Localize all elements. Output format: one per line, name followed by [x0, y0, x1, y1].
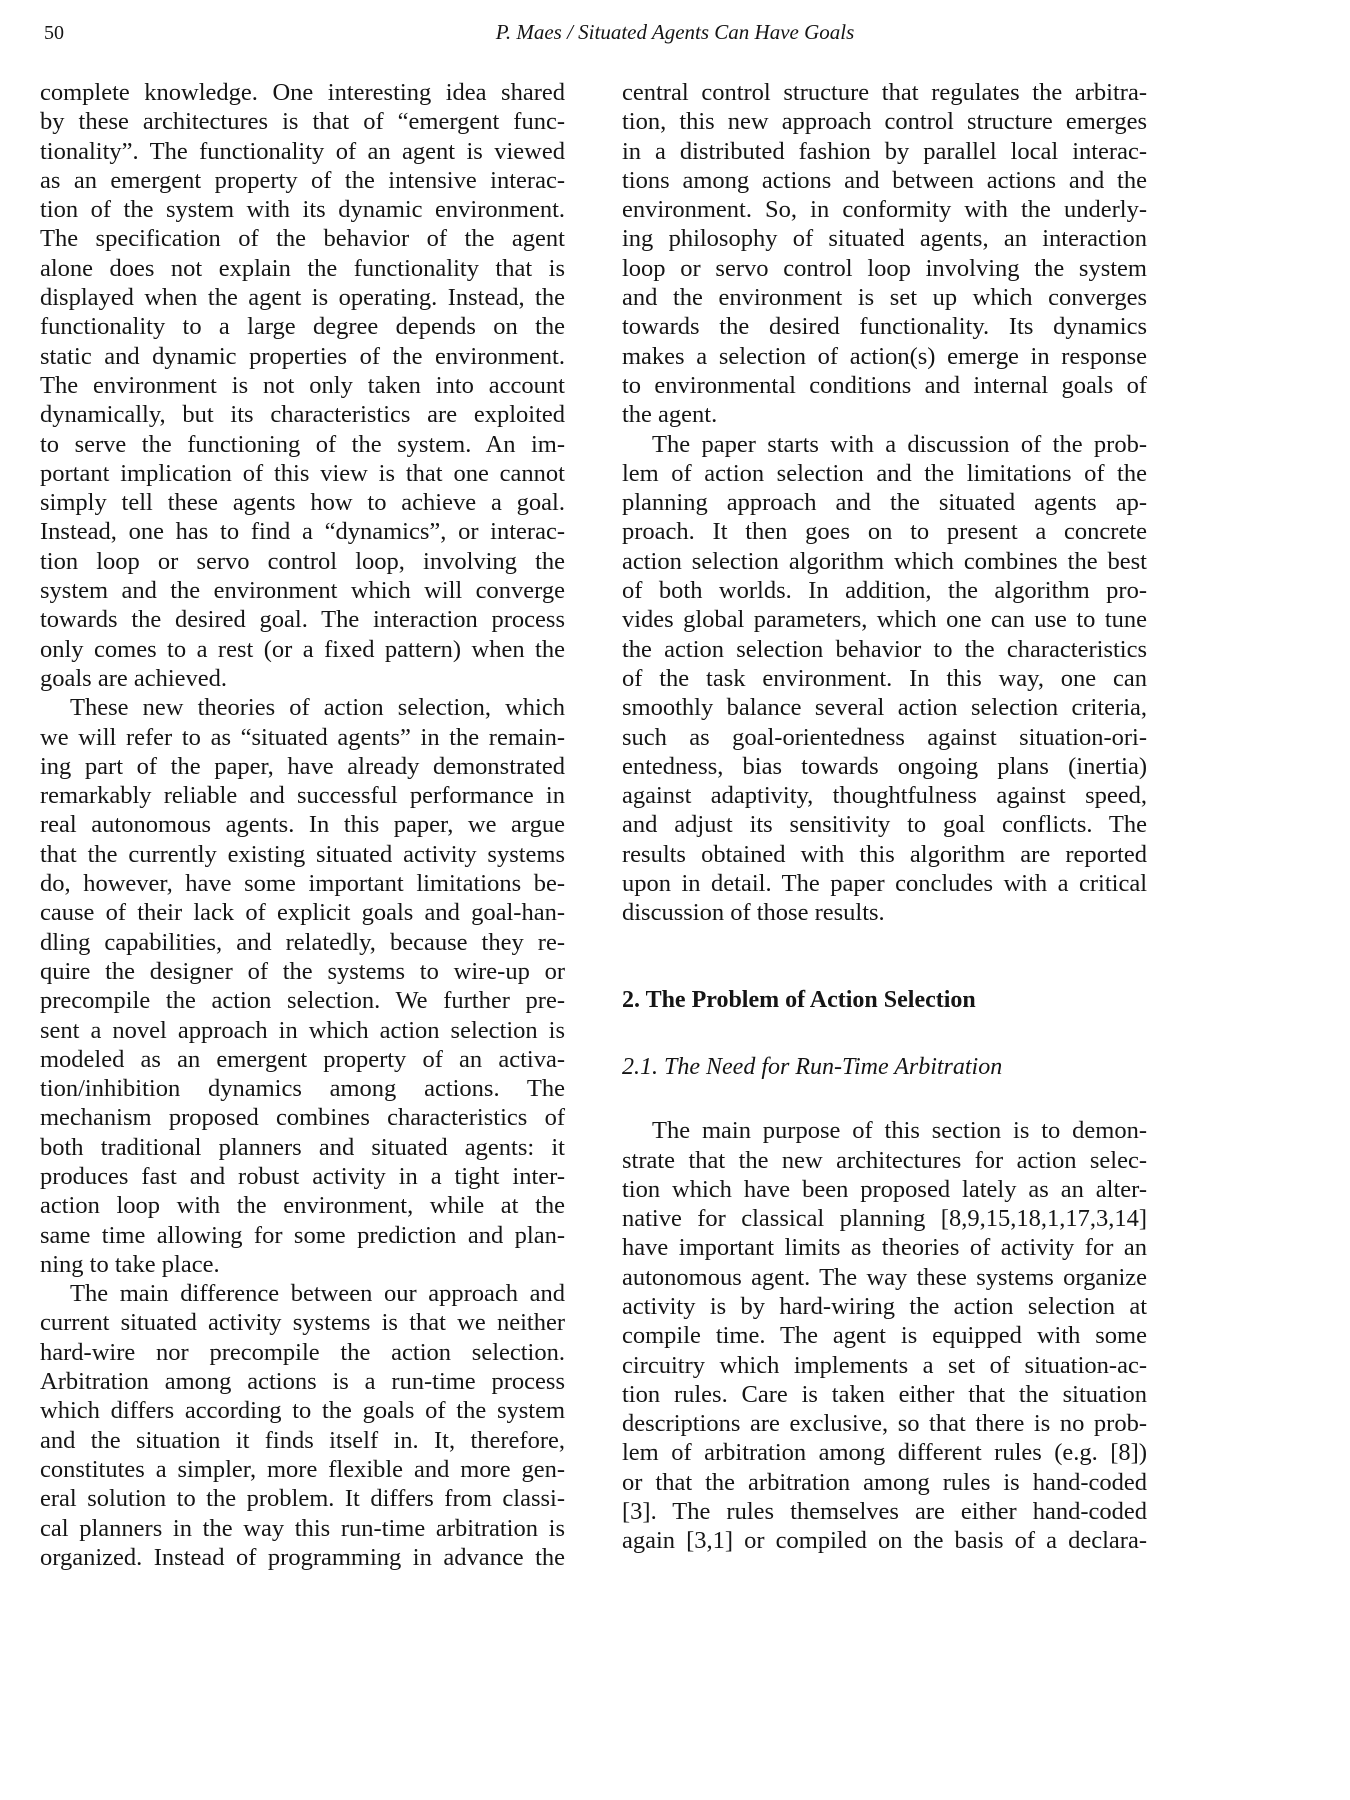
- text-line: eral solution to the problem. It differs from classi-: [40, 1485, 565, 1513]
- text-line: to environmental conditions and internal goals of: [622, 371, 1147, 399]
- text-line: tion/inhibition dynamics among actions. The: [40, 1075, 565, 1103]
- text-line: do, however, have some important limitations be-: [40, 870, 565, 898]
- subsection-heading: 2.1. The Need for Run-Time Arbitration: [622, 1053, 1003, 1080]
- text-line: displayed when the agent is operating. Instead, the: [40, 284, 565, 312]
- text-line: These new theories of action selection, which: [70, 694, 565, 722]
- text-line: Instead, one has to find a “dynamics”, or interac-: [40, 518, 565, 546]
- text-line: action selection algorithm which combines the best: [622, 547, 1147, 575]
- text-line: sent a novel approach in which action selection is: [40, 1016, 565, 1044]
- text-line: precompile the action selection. We further pre-: [40, 987, 565, 1015]
- text-line: makes a selection of action(s) emerge in response: [622, 342, 1147, 370]
- paragraph-spacer: [622, 1082, 1147, 1116]
- text-line: static and dynamic properties of the environment.: [40, 342, 565, 370]
- text-line: activity is by hard-wiring the action selection at: [622, 1292, 1147, 1320]
- text-line: against adaptivity, thoughtfulness against speed,: [622, 782, 1147, 810]
- subsection-spacer: [622, 1015, 1147, 1053]
- text-line: The main purpose of this section is to demon-: [652, 1117, 1147, 1145]
- text-line: vides global parameters, which one can use to tune: [622, 606, 1147, 634]
- text-line: of both worlds. In addition, the algorithm pro-: [622, 577, 1147, 605]
- text-line: cal planners in the way this run-time arbitration is: [40, 1514, 565, 1542]
- text-line: towards the desired functionality. Its dynamics: [622, 313, 1147, 341]
- running-title: P. Maes / Situated Agents Can Have Goals: [495, 20, 855, 44]
- text-line: and the environment is set up which converges: [622, 284, 1147, 312]
- text-line: dynamically, but its characteristics are exploited: [40, 401, 565, 429]
- text-line: tion rules. Care is taken either that the situation: [622, 1380, 1147, 1408]
- text-line: [3]. The rules themselves are either hand-coded: [622, 1498, 1147, 1526]
- text-line: again [3,1] or compiled on the basis of a declara-: [622, 1527, 1147, 1555]
- text-line: Arbitration among actions is a run-time process: [40, 1368, 565, 1396]
- text-line: both traditional planners and situated agents: it: [40, 1133, 565, 1161]
- text-line: action loop with the environment, while at the: [40, 1192, 565, 1220]
- paragraph: [40, 1279, 565, 1572]
- text-line: goals are achieved.: [40, 664, 228, 692]
- text-line: organized. Instead of programming in advance the: [40, 1543, 565, 1571]
- text-line: The paper starts with a discussion of the prob-: [652, 430, 1147, 458]
- text-line: circuitry which implements a set of situation-ac-: [622, 1351, 1147, 1379]
- text-line: autonomous agent. The way these systems organize: [622, 1263, 1147, 1291]
- text-line: The specification of the behavior of the agent: [40, 225, 565, 253]
- text-line: current situated activity systems is that we neither: [40, 1309, 565, 1337]
- text-line: only comes to a rest (or a fixed pattern) when the: [40, 635, 565, 663]
- text-line: system and the environment which will converge: [40, 577, 565, 605]
- running-header: [0, 18, 1350, 48]
- text-line: of the task environment. In this way, one can: [622, 664, 1147, 692]
- text-line: towards the desired goal. The interaction process: [40, 606, 565, 634]
- text-line: complete knowledge. One interesting idea shared: [40, 79, 565, 106]
- text-line: ning to take place.: [40, 1250, 220, 1278]
- text-line: The environment is not only taken into account: [40, 371, 565, 399]
- text-line: environment. So, in conformity with the underly-: [622, 196, 1147, 224]
- text-line: the action selection behavior to the characteristics: [622, 635, 1147, 663]
- text-line: proach. It then goes on to present a concrete: [622, 518, 1147, 546]
- text-line: as an emergent property of the intensive interac-: [40, 166, 565, 194]
- right-column: [622, 78, 1147, 1556]
- text-line: cause of their lack of explicit goals and goal-han-: [40, 899, 565, 927]
- text-line: and the situation it finds itself in. It, therefore,: [40, 1426, 565, 1454]
- left-column: [40, 78, 565, 1572]
- text-line: constitutes a simpler, more flexible and more gen-: [40, 1455, 565, 1483]
- text-line: smoothly balance several action selection criteria,: [622, 694, 1147, 722]
- text-line: loop or servo control loop involving the system: [622, 254, 1147, 282]
- page-number: 50: [44, 22, 64, 44]
- text-line: functionality to a large degree depends on the: [40, 313, 565, 341]
- text-line: tions among actions and between actions and the: [622, 166, 1147, 194]
- text-line: tion which have been proposed lately as an alter-: [622, 1175, 1147, 1203]
- text-line: the agent.: [622, 401, 718, 429]
- text-line: dling capabilities, and relatedly, because they re-: [40, 928, 565, 956]
- text-line: alone does not explain the functionality that is: [40, 254, 565, 282]
- text-line: lem of action selection and the limitations of the: [622, 459, 1147, 487]
- text-line: discussion of those results.: [622, 899, 885, 927]
- text-line: hard-wire nor precompile the action selection.: [40, 1338, 565, 1366]
- text-line: remarkably reliable and successful performance in: [40, 782, 565, 810]
- text-line: or that the arbitration among rules is hand-coded: [622, 1468, 1147, 1496]
- section-body: [622, 1116, 1147, 1555]
- text-line: lem of arbitration among different rules (e.g. [8]): [622, 1439, 1147, 1467]
- text-line: descriptions are exclusive, so that there is no prob-: [622, 1410, 1147, 1438]
- text-line: real autonomous agents. In this paper, we argue: [40, 811, 565, 839]
- paragraph: [622, 1116, 1147, 1555]
- section-heading: 2. The Problem of Action Selection: [622, 986, 976, 1013]
- paragraph: [40, 693, 565, 1279]
- text-line: that the currently existing situated activity systems: [40, 840, 565, 868]
- text-line: produces fast and robust activity in a tight inter-: [40, 1162, 565, 1190]
- paragraph: [40, 78, 565, 693]
- text-line: strate that the new architectures for action selec-: [622, 1146, 1147, 1174]
- text-line: ing part of the paper, have already demonstrated: [40, 752, 565, 780]
- text-line: central control structure that regulates the arbitra-: [622, 79, 1147, 106]
- text-line: have important limits as theories of activity for an: [622, 1234, 1147, 1262]
- text-line: tion loop or servo control loop, involving the: [40, 547, 565, 575]
- text-line: to serve the functioning of the system. An im-: [40, 430, 565, 458]
- text-line: and adjust its sensitivity to goal conflicts. The: [622, 811, 1147, 839]
- section-spacer: [622, 928, 1147, 986]
- text-line: ing philosophy of situated agents, an interaction: [622, 225, 1147, 253]
- text-line: portant implication of this view is that one cannot: [40, 459, 565, 487]
- text-line: native for classical planning [8,9,15,18,1,17,3,14]: [622, 1205, 1147, 1233]
- text-line: which differs according to the goals of the system: [40, 1397, 565, 1425]
- text-line: simply tell these agents how to achieve a goal.: [40, 489, 565, 517]
- text-line: same time allowing for some prediction and plan-: [40, 1221, 565, 1249]
- text-line: upon in detail. The paper concludes with a critical: [622, 870, 1147, 898]
- text-line: planning approach and the situated agents ap-: [622, 489, 1147, 517]
- text-line: tion, this new approach control structure emerges: [622, 108, 1147, 136]
- text-line: entedness, bias towards ongoing plans (inertia): [622, 752, 1147, 780]
- text-line: mechanism proposed combines characteristics of: [40, 1104, 565, 1132]
- text-line: results obtained with this algorithm are reported: [622, 840, 1147, 868]
- text-line: compile time. The agent is equipped with some: [622, 1322, 1147, 1350]
- text-line: quire the designer of the systems to wire-up or: [40, 957, 565, 985]
- text-line: in a distributed fashion by parallel local interac-: [622, 137, 1147, 165]
- text-line: by these architectures is that of “emergent func-: [40, 108, 565, 136]
- right-column-intro: [622, 78, 1147, 928]
- text-line: tion of the system with its dynamic environment.: [40, 196, 565, 224]
- text-line: we will refer to as “situated agents” in the remain-: [40, 723, 565, 751]
- text-line: modeled as an emergent property of an activa-: [40, 1045, 565, 1073]
- text-line: The main difference between our approach and: [70, 1280, 565, 1308]
- text-line: tionality”. The functionality of an agent is viewed: [40, 137, 565, 165]
- paragraph: [622, 78, 1147, 430]
- paragraph: [622, 430, 1147, 928]
- text-line: such as goal-orientedness against situation-ori-: [622, 723, 1147, 751]
